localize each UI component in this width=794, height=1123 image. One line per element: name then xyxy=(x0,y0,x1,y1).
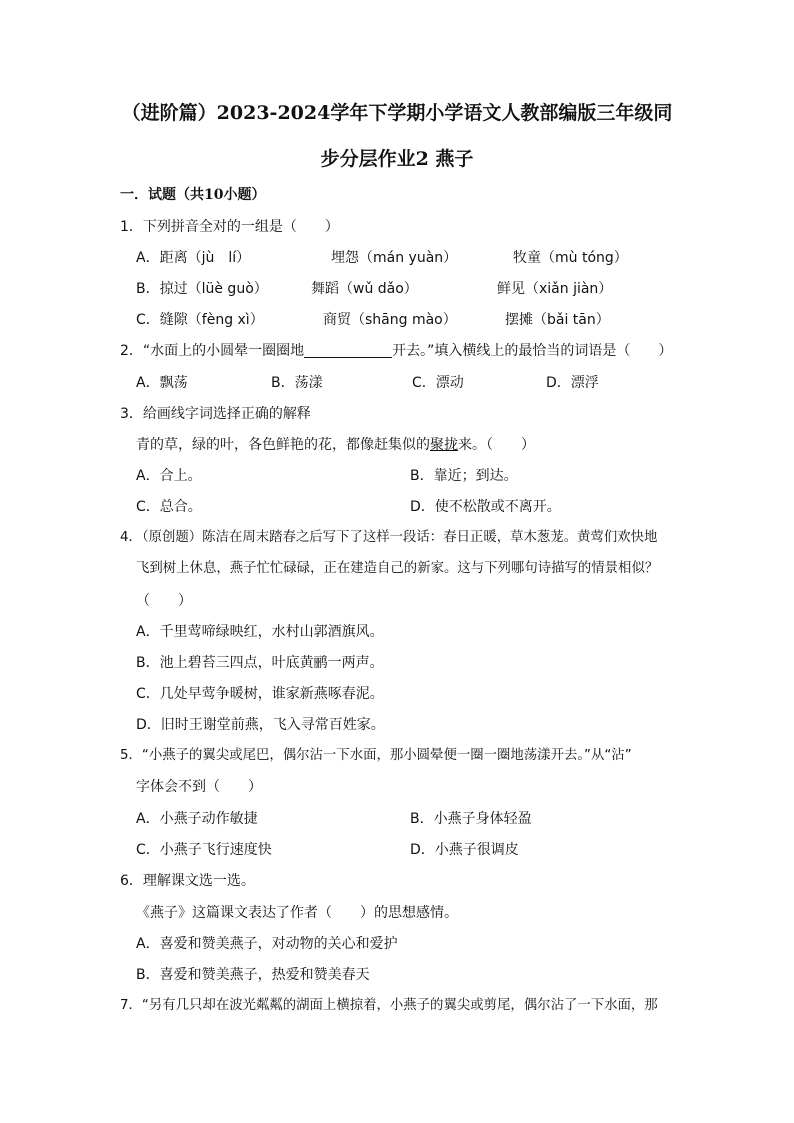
q5-option-c: C．小燕子飞行速度快 xyxy=(136,842,272,858)
q6-stem: 6．理解课文选一选。 xyxy=(120,873,255,889)
q2-stem-before-blank: 2．“水面上的小圆晕一圈圈地 xyxy=(120,343,305,359)
q3-option-b: B．靠近；到达。 xyxy=(410,468,518,484)
q4-stem-line1: 4．（原创题）陈洁在周末踏春之后写下了这样一段话：春日正暖，草木葱茏。黄莺们欢快地 xyxy=(120,530,658,545)
q4-option-a: A．千里莺啼绿映红，水村山郭酒旗风。 xyxy=(136,624,384,640)
q3-option-c: C．总合。 xyxy=(136,499,202,515)
q1-option-c-3: 摆摊（bǎi tān） xyxy=(505,312,610,328)
q1-option-b-1: B．掠过（lüè guò） xyxy=(136,281,268,297)
q5-option-a: A．小燕子动作敏捷 xyxy=(136,811,258,827)
q1-stem: 1．下列拼音全对的一组是（ ） xyxy=(120,219,339,235)
q2-stem-after-blank: 开去。”填入横线上的最恰当的词语是（ ） xyxy=(392,343,673,359)
q4-stem-line2: 飞到树上休息，燕子忙忙碌碌，正在建造自己的新家。这与下列哪句诗描写的情景相似？ xyxy=(136,561,659,576)
q6-sub-question: 《燕子》这篇课文表达了作者（ ）的思想感情。 xyxy=(136,905,458,921)
q3-underlined-word: 聚拢 xyxy=(430,437,458,453)
q1-option-b-2: 舞蹈（wǔ dǎo） xyxy=(311,281,418,297)
q2-option-b: B．荡漾 xyxy=(271,375,323,391)
q1-option-a-1: A．距离（jù lí） xyxy=(136,250,251,266)
q2-option-a: A．飘荡 xyxy=(136,375,188,391)
q1-option-a-2: 埋怨（mán yuàn） xyxy=(331,250,458,266)
document-title-line1: （进阶篇）2023-2024学年下学期小学语文人教部编版三年级同 xyxy=(121,102,673,124)
q4-option-d: D．旧时王谢堂前燕，飞入寻常百姓家。 xyxy=(136,717,385,733)
q2-option-c: C．漂动 xyxy=(412,375,464,391)
document-title-line2: 步分层作业2 燕子 xyxy=(320,148,474,170)
q3-sentence-before: 青的草，绿的叶，各色鲜艳的花，都像赶集似的 xyxy=(136,437,430,453)
q6-option-b: B．喜爱和赞美燕子，热爱和赞美春天 xyxy=(136,967,370,983)
q2-answer-blank xyxy=(304,344,392,358)
q3-stem: 3．给画线字词选择正确的解释 xyxy=(120,406,311,422)
q3-option-d: D．使不松散或不离开。 xyxy=(410,499,561,515)
q4-stem-line3: （ ） xyxy=(136,593,192,609)
q2-option-d: D．漂浮 xyxy=(546,375,599,391)
q2-stem xyxy=(120,344,672,358)
q3-sentence xyxy=(136,438,535,452)
q1-option-c-2: 商贸（shāng mào） xyxy=(323,312,457,328)
q5-stem-line2: 字体会不到（ ） xyxy=(136,779,262,795)
q1-option-c-1: C．缝隙（fèng xì） xyxy=(136,312,264,328)
q7-stem-line1: 7．“另有几只却在波光粼粼的湖面上横掠着，小燕子的翼尖或剪尾，偶尔沾了一下水面，那 xyxy=(120,998,658,1013)
q1-option-b-3: 鲜见（xiǎn jiàn） xyxy=(497,281,613,297)
section-heading: 一．试题（共10小题） xyxy=(120,187,266,203)
q3-option-a: A．合上。 xyxy=(136,468,202,484)
q5-option-d: D．小燕子很调皮 xyxy=(410,842,519,858)
q1-option-a-3: 牧童（mù tóng） xyxy=(513,250,628,266)
q4-option-b: B．池上碧苔三四点，叶底黄鹂一两声。 xyxy=(136,655,384,671)
q4-option-c: C．几处早莺争暖树，谁家新燕啄春泥。 xyxy=(136,686,384,702)
q6-option-a: A．喜爱和赞美燕子，对动物的关心和爱护 xyxy=(136,936,398,952)
q5-option-b: B．小燕子身体轻盈 xyxy=(410,811,532,827)
q5-stem-line1: 5．“小燕子的翼尖或尾巴，偶尔沾一下水面，那小圆晕便一圈一圈地荡漾开去。”从“沾” xyxy=(120,748,632,763)
q3-sentence-after: 来。（ ） xyxy=(458,437,535,453)
